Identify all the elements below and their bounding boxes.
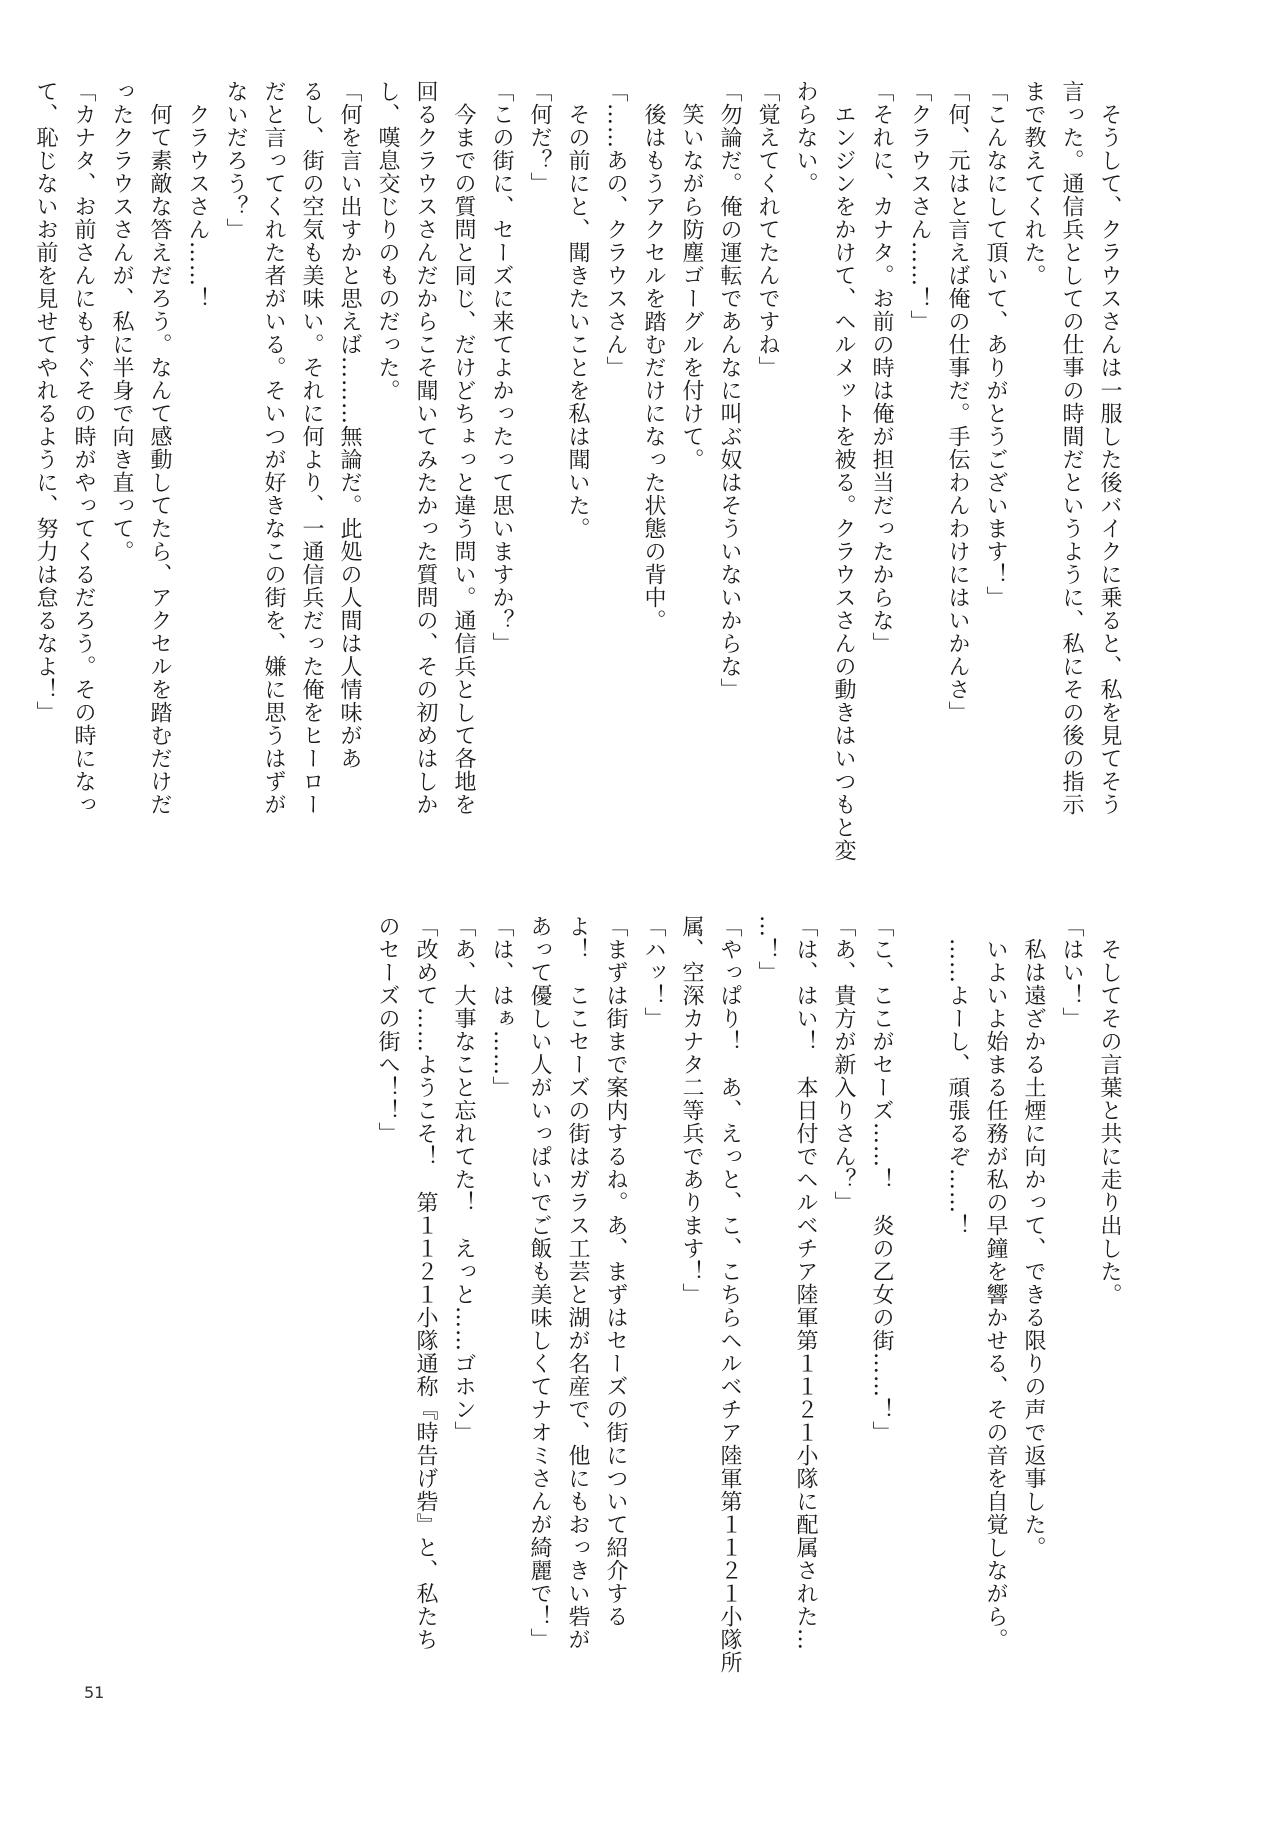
text-line: 「それに、カナタ。お前の時は俺が担当だったからな」 — [869, 80, 894, 655]
text-line: 後はもうアクセルを踏むだけになった状態の背中。 — [641, 80, 666, 632]
text-line — [900, 915, 938, 1615]
text-line: エンジンをかけて、ヘルメットを被る。クラウスさんの動きはいつもと変 — [831, 80, 856, 862]
text-block-top — [26, 80, 1128, 860]
text-line: 「……あの、クラウスさん」 — [603, 80, 628, 379]
text-line: 「クラウスさん……！」 — [907, 80, 932, 333]
text-line: 言った。通信兵としての仕事の時間だというように、私にその後の指示 — [1059, 80, 1084, 816]
text-line: 「何、元はと言えば俺の仕事だ。手伝わんわけにはいかんさ」 — [945, 80, 970, 724]
text-line: 「はい！」 — [1059, 915, 1084, 1030]
text-line: 属、空深カナタ二等兵であります！」 — [679, 915, 704, 1306]
text-line: 「何だ？」 — [527, 80, 552, 195]
text-line: し、嘆息交じりのものだった。 — [375, 80, 400, 402]
text-line: 「この街に、セーズに来てよかったって思いますか？」 — [489, 80, 514, 655]
text-line: のセーズの街へ！！」 — [375, 915, 400, 1145]
text-line: わらない。 — [793, 80, 818, 195]
text-line: 「こんなにして頂いて、ありがとうございます！」 — [983, 80, 1008, 609]
text-line: 「あ、大事なこと忘れてた！ えっと……ゴホン」 — [451, 915, 476, 1444]
text-line: 「は、はい！ 本日付でヘルベチア陸軍第１１２１小隊に配属された… — [793, 915, 818, 1651]
text-line: 「覚えてくれてたんですね」 — [755, 80, 780, 379]
text-line: 私は遠ざかる土煙に向かって、できる限りの声で返事した。 — [1021, 915, 1046, 1559]
text-line: そうして、クラウスさんは一服した後バイクに乗ると、私を見てそう — [1097, 80, 1122, 816]
text-line: 「カナタ、お前さんにもすぐその時がやってくるだろう。その時になっ — [71, 80, 96, 816]
text-line: 「あ、貴方が新入りさん？」 — [831, 915, 856, 1214]
text-line: あって優しい人がいっぱいでご飯も美味しくてナオミさんが綺麗で！」 — [527, 915, 552, 1651]
text-line: 「やっぱり！ あ、えっと、こ、こちらヘルベチア陸軍第１１２１小隊所 — [717, 915, 742, 1674]
text-line: だと言ってくれた者がいる。そいつが好きなこの街を、嫌に思うはずが — [261, 80, 286, 816]
text-line: ないだろう？」 — [223, 80, 248, 241]
text-line: まで教えてくれた。 — [1021, 80, 1046, 287]
text-line: 今までの質問と同じ、だけどちょっと違う問い。通信兵として各地を — [451, 80, 476, 816]
text-line: …！」 — [755, 915, 780, 984]
text-line: 「何を言い出すかと思えば………無論だ。此処の人間は人情味があ — [337, 80, 362, 770]
text-line: るし、街の空気も美味い。それに何より、一通信兵だった俺をヒーロー — [299, 80, 324, 816]
text-line: その前にと、聞きたいことを私は聞いた。 — [565, 80, 590, 540]
text-line: ったクラウスさんが、私に半身で向き直って。 — [109, 80, 134, 563]
text-line: ……よーし、頑張るぞ……！ — [945, 915, 970, 1237]
text-block-bottom — [368, 915, 1128, 1674]
text-line: 笑いながら防塵ゴーグルを付けて。 — [679, 80, 704, 471]
text-line: 「こ、ここがセーズ……！ 炎の乙女の街……！」 — [869, 915, 894, 1444]
page-number: 51 — [84, 1683, 105, 1702]
text-line: て、恥じないお前を見せてやれるように、努力は怠るなよ！」 — [33, 80, 58, 724]
text-line: 「勿論だ。俺の運転であんなに叫ぶ奴はそういないからな」 — [717, 80, 742, 701]
text-line: そしてその言葉と共に走り出した。 — [1097, 915, 1122, 1306]
text-line: 「ハッ！」 — [641, 915, 666, 1030]
text-line: よ！ ここセーズの街はガラス工芸と湖が名産で、他にもおっきい砦が — [565, 915, 590, 1651]
text-line: いよいよ始まる任務が私の早鐘を響かせる、その音を自覚しながら。 — [983, 915, 1008, 1651]
text-line: 「改めて……ようこそ！ 第１１２１小隊通称『時告げ砦』と、私たち — [413, 915, 438, 1651]
text-line: 「は、はぁ……」 — [489, 915, 514, 1099]
text-line: 「まずは街まで案内するね。あ、まずはセーズの街について紹介する — [603, 915, 628, 1628]
text-line: 回るクラウスさんだからこそ聞いてみたかった質問の、その初めはしか — [413, 80, 438, 816]
text-line: クラウスさん……！ — [185, 80, 210, 310]
text-line: 何て素敵な答えだろう。なんて感動してたら、アクセルを踏むだけだ — [147, 80, 172, 816]
